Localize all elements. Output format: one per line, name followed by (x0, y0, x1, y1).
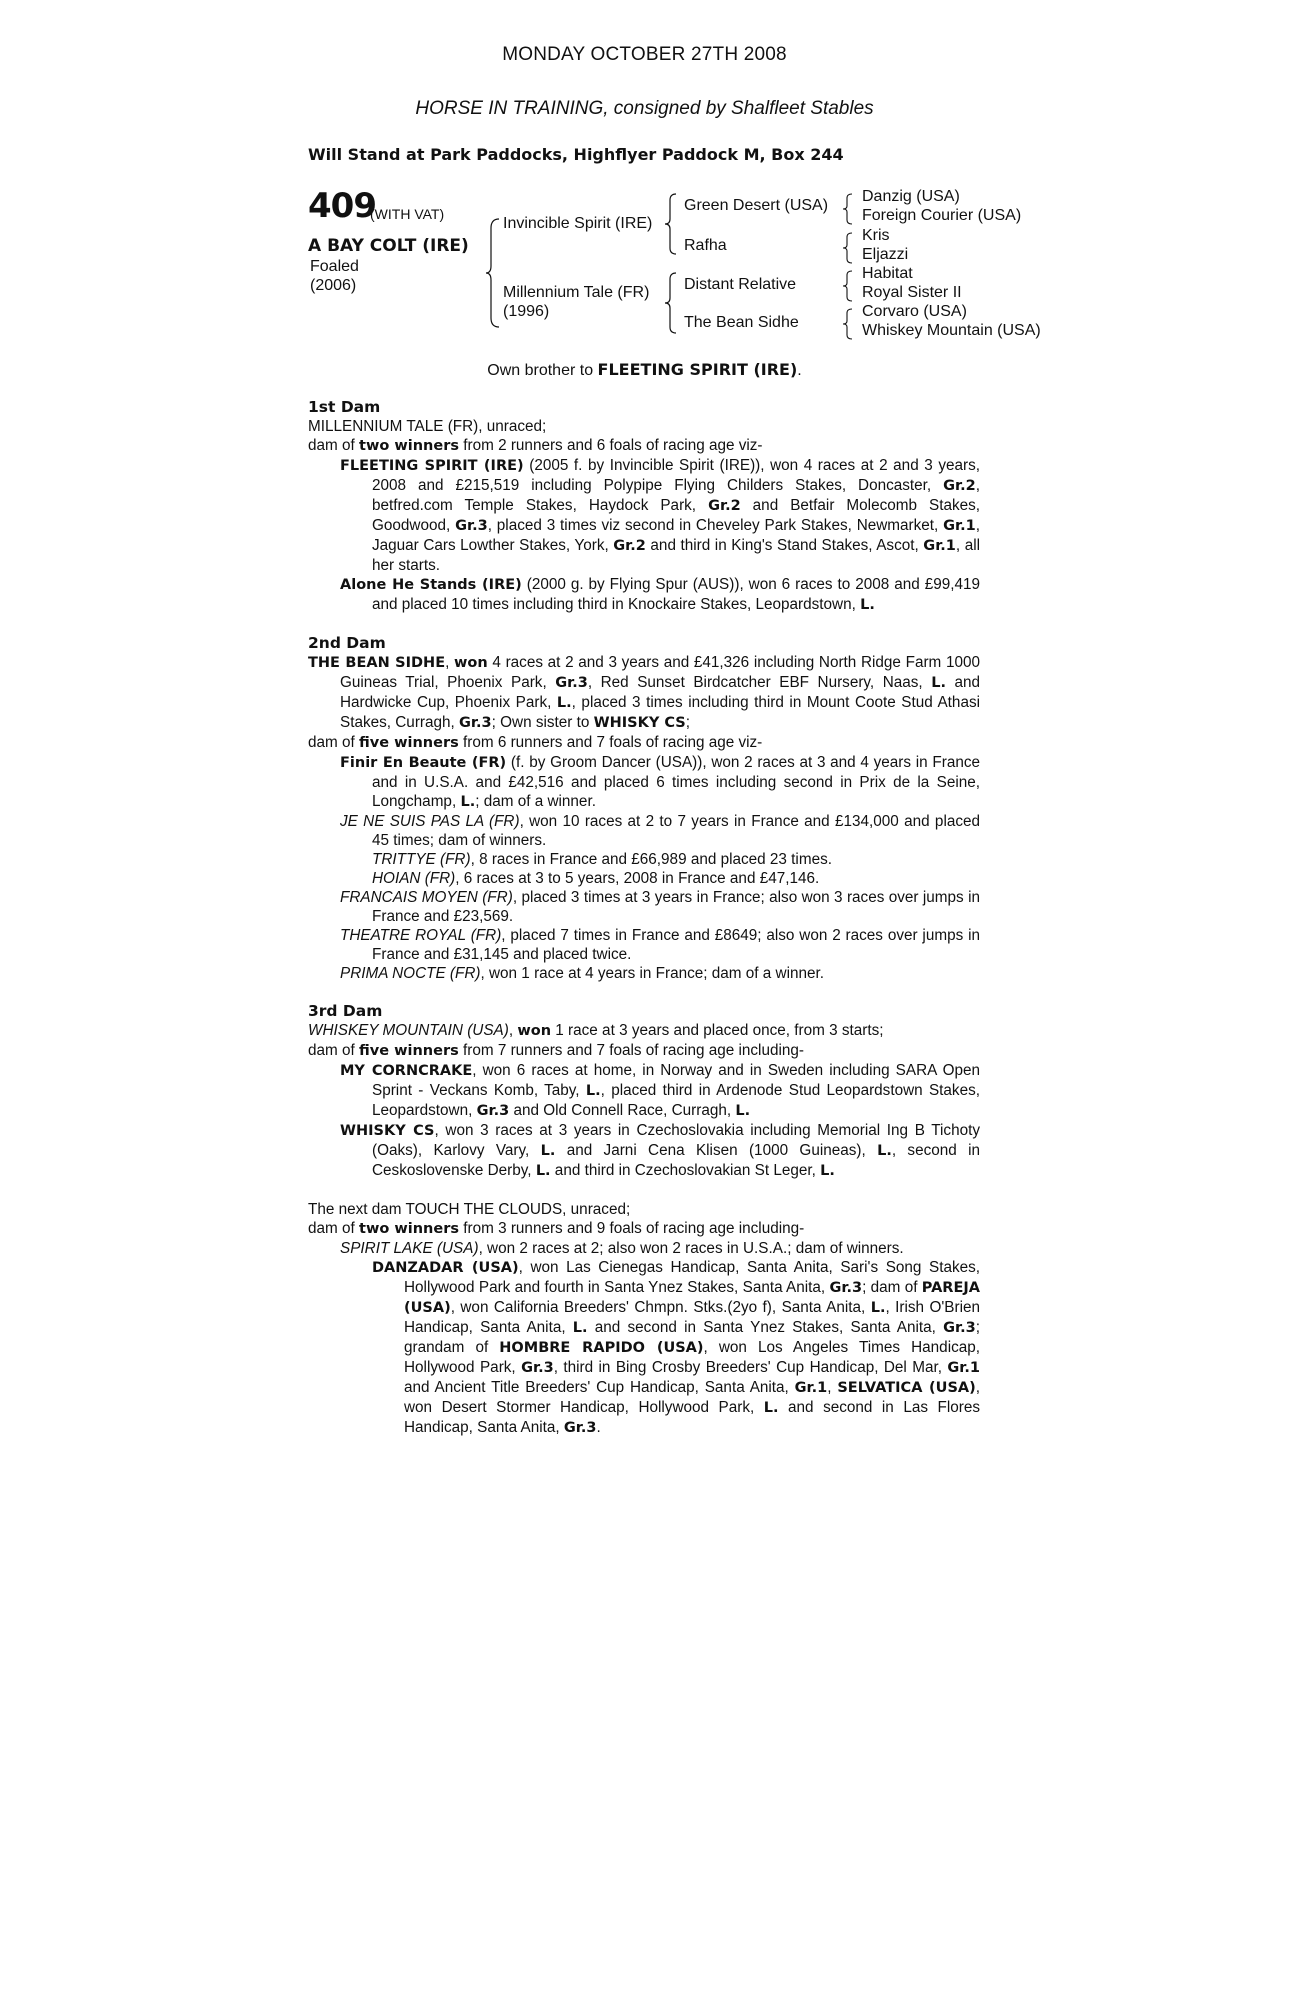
produce-entry-trittye: TRITTYE (FR), 8 races in France and £66,989 and placed 23 times. (372, 851, 832, 868)
pedigree-gg-3: Kris (862, 227, 890, 244)
produce-entry-my-corncrake: MY CORNCRAKE, won 6 races at home, in Norway and in Sweden including SARA Open Sprint - Veckans Komb, Taby, L., placed third in Ardenode Stud Leopardstown Stakes, Leopardstown, Gr.3 and Old Connell Race, Curragh, L. (340, 1062, 980, 1119)
pedigree-gg-8: Whiskey Mountain (USA) (862, 322, 1041, 339)
next-dam-line: The next dam TOUCH THE CLOUDS, unraced; (308, 1201, 631, 1218)
produce-entry-danzadar: DANZADAR (USA), won Las Cienegas Handicap, Santa Anita, Sari's Song Stakes, Hollywood Park and fourth in Santa Ynez Stakes, Santa Anita, Gr.3; dam of PAREJA (USA), won California Breeders' Chmpn. Stks.(2yo f), Santa Anita, L., Irish O'Brien Handicap, Santa Anita, L. and second in Santa Ynez Stakes, Santa Anita, Gr.3; grandam of HOMBRE RAPIDO (USA), won Los Angeles Times Handicap, Hollywood Park, Gr.3, third in Bing Crosby Breeders' Cup Handicap, Del Mar, Gr.1 and Ancient Title Breeders' Cup Handicap, Santa Anita, Gr.1, SELVATICA (USA), won Desert Stormer Handicap, Hollywood Park, L. and second in Las Flores Handicap, Santa Anita, Gr.3. (372, 1259, 981, 1436)
pedigree-brace-gg3 (843, 270, 853, 302)
produce-entry-theatre-royal: THEATRE ROYAL (FR), placed 7 times in France and £8649; also won 2 races over jumps in France and £31,145 and placed twice. (340, 927, 980, 963)
produce-entry-je-ne-suis-pas-la: JE NE SUIS PAS LA (FR), won 10 races at 2 to 7 years in France and £134,000 and placed 45 times; dam of winners. (340, 813, 981, 849)
pedigree-gg-7: Corvaro (USA) (862, 303, 967, 320)
vat-note: (WITH VAT) (370, 206, 445, 222)
first-dam-heading: 1st Dam (308, 398, 381, 416)
pedigree-gg-2: Foreign Courier (USA) (862, 207, 1022, 224)
foaled-year: (2006) (310, 277, 357, 294)
pedigree-brace-gg1 (843, 193, 853, 225)
pedigree-dam-year: (1996) (503, 303, 550, 320)
third-dam-summary: dam of five winners from 7 runners and 7 foals of racing age including- (308, 1042, 804, 1059)
pedigree-gg-6: Royal Sister II (862, 284, 962, 301)
pedigree-sire-sire: Green Desert (USA) (684, 197, 829, 214)
pedigree-gg-4: Eljazzi (862, 246, 909, 263)
lot-description: A BAY COLT (IRE) (308, 236, 469, 256)
produce-entry-fleeting-spirit: FLEETING SPIRIT (IRE) (2005 f. by Invincible Spirit (IRE)), won 4 races at 2 and 3 years, 2008 and £215,519 including Polypipe Flying Childers Stakes, Doncaster, Gr.2, betfred.com Temple Stakes, Haydock Park, Gr.2 and Betfair Molecomb Stakes, Goodwood, Gr.3, placed 3 times viz second in Cheveley Park Stakes, Newmarket, Gr.1, Jaguar Cars Lowther Stakes, York, Gr.2 and third in King's Stand Stakes, Ascot, Gr.1, all her starts. (340, 457, 981, 574)
pedigree-dam-sire: Distant Relative (684, 276, 797, 293)
pedigree-gg-5: Habitat (862, 265, 913, 282)
pedigree-brace-gg4 (843, 308, 853, 340)
pedigree-sire-dam: Rafha (684, 237, 727, 254)
standing-location: Will Stand at Park Paddocks, Highflyer Paddock M, Box 244 (308, 145, 844, 164)
first-dam-name-line: MILLENNIUM TALE (FR), unraced; (308, 418, 547, 435)
pedigree-dam: Millennium Tale (FR) (503, 284, 650, 301)
third-dam-heading: 3rd Dam (308, 1002, 383, 1020)
third-dam-record: WHISKEY MOUNTAIN (USA), won 1 race at 3 years and placed once, from 3 starts; (308, 1022, 884, 1039)
second-dam-summary: dam of five winners from 6 runners and 7 foals of racing age viz- (308, 734, 763, 751)
produce-entry-prima-nocte: PRIMA NOCTE (FR), won 1 race at 4 years in France; dam of a winner. (340, 965, 825, 982)
produce-record (308, 398, 980, 1438)
pedigree-brace-main (486, 218, 500, 328)
pedigree-dam-dam: The Bean Sidhe (684, 314, 799, 331)
pedigree-gg-1: Danzig (USA) (862, 188, 960, 205)
own-brother-note: Own brother to FLEETING SPIRIT (IRE). (487, 360, 802, 379)
produce-entry-whisky-cs: WHISKY CS, won 3 races at 3 years in Czechoslovakia including Memorial Ing B Tichoty (Oaks), Karlovy Vary, L. and Jarni Cena Klisen (1000 Guineas), L., second in Ceskoslovenske Derby, L. and third in Czechoslovakian St Leger, L. (340, 1122, 981, 1179)
produce-entry-spirit-lake: SPIRIT LAKE (USA), won 2 races at 2; also won 2 races in U.S.A.; dam of winners. (340, 1240, 904, 1257)
pedigree-brace-sire (665, 193, 677, 255)
sale-date: MONDAY OCTOBER 27TH 2008 (502, 44, 787, 65)
pedigree-brace-gg2 (843, 232, 853, 264)
second-dam-heading: 2nd Dam (308, 634, 386, 652)
produce-entry-francais-moyen: FRANCAIS MOYEN (FR), placed 3 times at 3 years in France; also won 3 races over jumps in France and £23,569. (340, 889, 980, 925)
pedigree-brace-dam (665, 272, 677, 334)
produce-entry-finir-en-beaute: Finir En Beaute (FR) (f. by Groom Dancer (USA)), won 2 races at 3 and 4 years in France and in U.S.A. and £42,516 and placed 6 times including second in Prix de la Seine, Longchamp, L.; dam of a winner. (340, 754, 981, 810)
lot-number: 409 (308, 186, 376, 226)
produce-entry-hoian: HOIAN (FR), 6 races at 3 to 5 years, 2008 in France and £47,146. (372, 870, 820, 887)
next-dam-summary: dam of two winners from 3 runners and 9 foals of racing age including- (308, 1220, 805, 1237)
produce-entry-alone-he-stands: Alone He Stands (IRE) (2000 g. by Flying Spur (AUS)), won 6 races to 2008 and £99,419 and placed 10 times including third in Knockaire Stakes, Leopardstown, L. (340, 576, 981, 613)
foaled-label: Foaled (310, 258, 359, 275)
second-dam-record: THE BEAN SIDHE, won 4 races at 2 and 3 years and £41,326 including North Ridge Farm 1000 Guineas Trial, Phoenix Park, Gr.3, Red Sunset Birdcatcher EBF Nursery, Naas, L. and Hardwicke Cup, Phoenix Park, L., placed 3 times including third in Mount Coote Stud Athasi Stakes, Curragh, Gr.3; Own sister to WHISKY CS; (308, 654, 981, 731)
pedigree-sire: Invincible Spirit (IRE) (503, 215, 653, 232)
first-dam-summary: dam of two winners from 2 runners and 6 foals of racing age viz- (308, 437, 763, 454)
consignment-subtitle: HORSE IN TRAINING, consigned by Shalfleet Stables (415, 98, 874, 119)
